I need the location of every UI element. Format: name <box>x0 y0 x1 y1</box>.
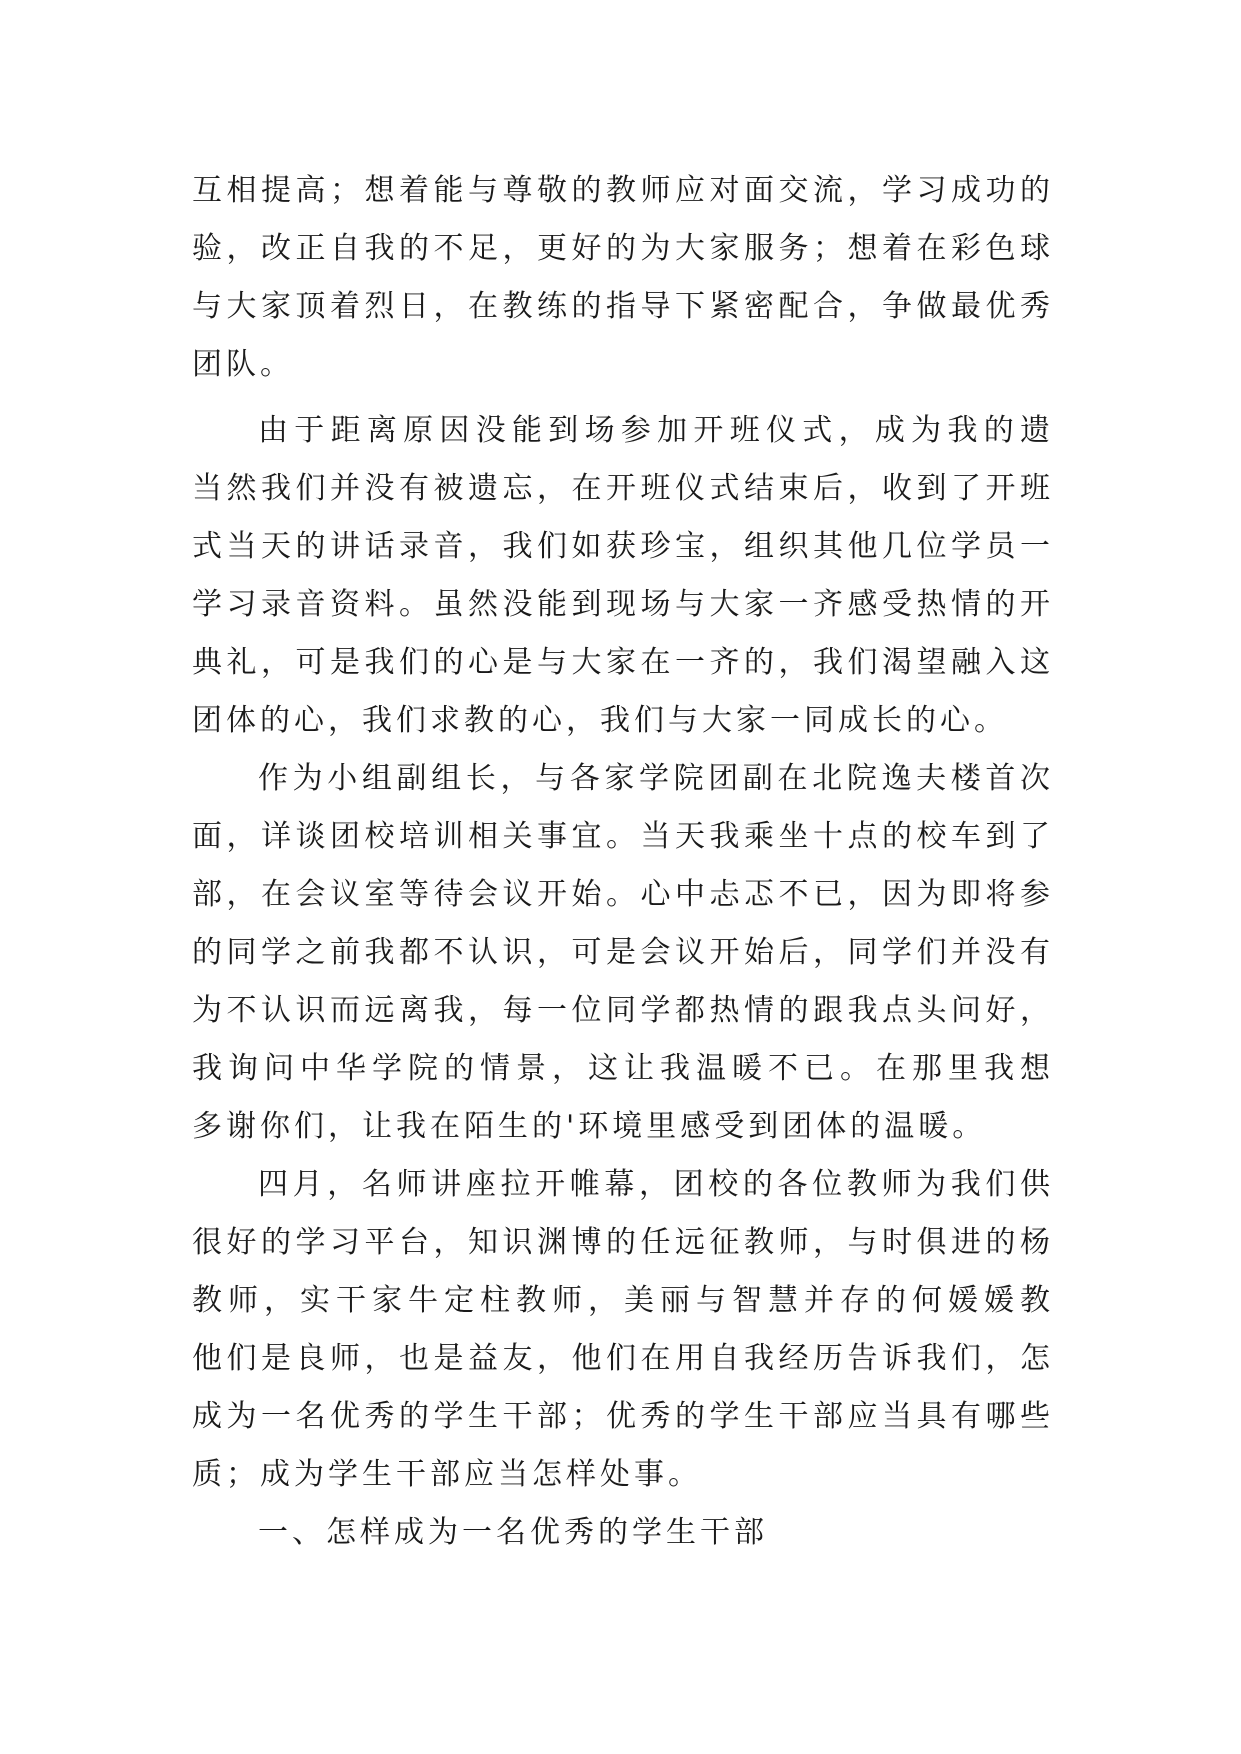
text-line: 为不认识而远离我，每一位同学都热情的跟我点头问好， <box>192 993 1054 1028</box>
text-line: 很好的学习平台，知识渊博的任远征教师，与时俱进的杨 <box>192 1225 1054 1260</box>
text-line: 的同学之前我都不认识，可是会议开始后，同学们并没有 <box>192 935 1054 970</box>
text-line: 式当天的讲话录音，我们如获珍宝，组织其他几位学员一 <box>192 529 1054 564</box>
paragraph <box>192 402 1054 750</box>
paragraph <box>192 750 1054 1156</box>
text-line: 面，详谈团校培训相关事宜。当天我乘坐十点的校车到了 <box>192 819 1054 854</box>
text-line: 学习录音资料。虽然没能到现场与大家一齐感受热情的开 <box>192 587 1054 622</box>
section-heading <box>192 1504 1054 1562</box>
text-line: 四月，名师讲座拉开帷幕，团校的各位教师为我们供 <box>258 1167 1054 1202</box>
text-line: 当然我们并没有被遗忘，在开班仪式结束后，收到了开班 <box>192 471 1054 506</box>
text-line: 我询问中华学院的情景，这让我温暖不已。在那里我想 <box>192 1051 1054 1086</box>
text-line: 互相提高；想着能与尊敬的教师应对面交流，学习成功的 <box>192 173 1054 208</box>
paragraph <box>192 162 1054 394</box>
text-line: 质；成为学生干部应当怎样处事。 <box>192 1457 702 1492</box>
text-line: 多谢你们，让我在陌生的'环境里感受到团体的温暖。 <box>192 1109 987 1144</box>
text-line: 团队。 <box>192 347 294 382</box>
text-line: 与大家顶着烈日，在教练的指导下紧密配合，争做最优秀 <box>192 289 1054 324</box>
document-body <box>192 162 1054 1562</box>
text-line: 他们是良师，也是益友，他们在用自我经历告诉我们，怎 <box>192 1341 1054 1376</box>
text-line: 成为一名优秀的学生干部；优秀的学生干部应当具有哪些 <box>192 1399 1054 1434</box>
text-line: 验，改正自我的不足，更好的为大家服务；想着在彩色球 <box>192 231 1054 266</box>
text-line: 教师，实干家牛定柱教师，美丽与智慧并存的何媛媛教 <box>192 1283 1054 1318</box>
text-line: 一、怎样成为一名优秀的学生干部 <box>258 1515 768 1550</box>
paragraph <box>192 1156 1054 1504</box>
text-line: 部，在会议室等待会议开始。心中忐忑不已，因为即将参 <box>192 877 1054 912</box>
text-line: 由于距离原因没能到场参加开班仪式，成为我的遗 <box>258 413 1054 448</box>
text-line: 作为小组副组长，与各家学院团副在北院逸夫楼首次 <box>258 761 1054 796</box>
text-line: 团体的心，我们求教的心，我们与大家一同成长的心。 <box>192 703 1008 738</box>
text-line: 典礼，可是我们的心是与大家在一齐的，我们渴望融入这 <box>192 645 1054 680</box>
